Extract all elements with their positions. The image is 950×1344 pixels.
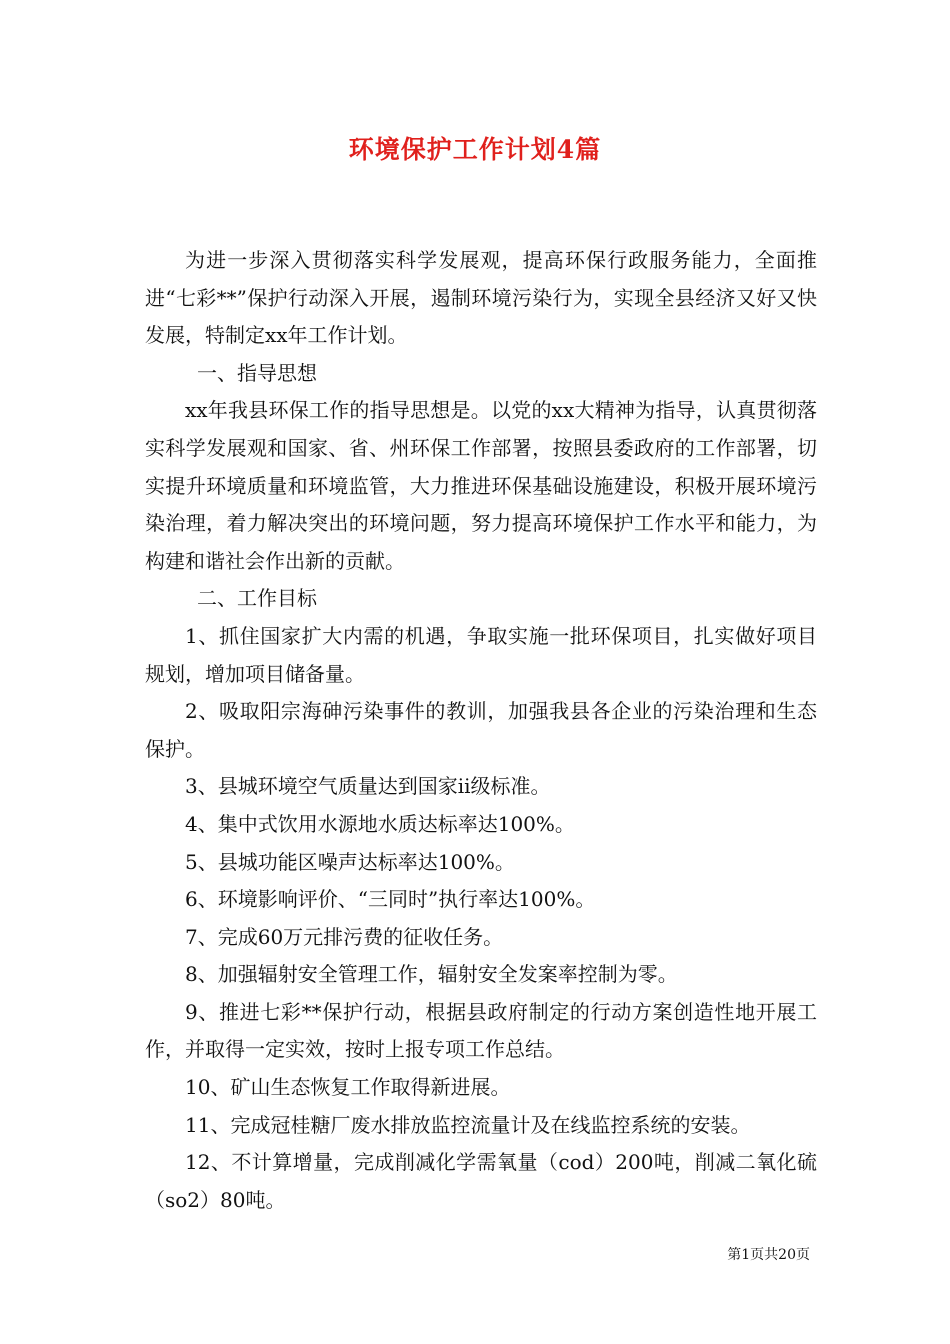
document-title: 环境保护工作计划4篇 <box>348 135 602 164</box>
goal-item: 12、不计算增量，完成削减化学需氧量（cod）200吨，削减二氧化硫（so2）80吨。 <box>145 1150 817 1212</box>
goal-item: 7、完成60万元排污费的征收任务。 <box>185 924 504 949</box>
goal-item: 3、县城环境空气质量达到国家ii级标准。 <box>185 774 551 799</box>
section-heading-work-goals: 二、工作目标 <box>197 586 317 611</box>
guiding-ideology-paragraph: xx年我县环保工作的指导思想是。以党的xx大精神为指导，认真贯彻落实科学发展观和国家、省、州环保工作部署，按照县委政府的工作部署，切实提升环境质量和环境监管，大力推进环保基础设施建设，积极开展环境污染治理，着力解决突出的环境问题，努力提高环境保护工作水平和能力，为构建和谐社会作出新的贡献。 <box>145 398 817 573</box>
goal-item: 4、集中式饮用水源地水质达标率达100%。 <box>185 811 575 836</box>
goal-item: 1、抓住国家扩大内需的机遇，争取实施一批环保项目，扎实做好项目规划，增加项目储备量。 <box>145 623 817 686</box>
section-heading-guiding-ideology: 一、指导思想 <box>197 360 317 385</box>
goal-item: 9、推进七彩**保护行动，根据县政府制定的行动方案创造性地开展工作，并取得一定实效，按时上报专项工作总结。 <box>145 999 817 1062</box>
goal-item: 8、加强辐射安全管理工作，辐射安全发案率控制为零。 <box>185 962 678 987</box>
page-number-footer: 第1页共20页 <box>727 1247 810 1263</box>
document-body <box>145 242 817 1219</box>
goal-item: 2、吸取阳宗海砷污染事件的教训，加强我县各企业的污染治理和生态保护。 <box>145 699 817 761</box>
goal-item: 5、县城功能区噪声达标率达100%。 <box>185 849 515 874</box>
goal-item: 11、完成冠桂糖厂废水排放监控流量计及在线监控系统的安装。 <box>185 1112 751 1137</box>
goal-item: 6、环境影响评价、“三同时”执行率达100%。 <box>185 887 596 912</box>
intro-paragraph: 为进一步深入贯彻落实科学发展观，提高环保行政服务能力，全面推进“七彩**”保护行动深入开展，遏制环境污染行为，实现全县经济又好又快发展，特制定xx年工作计划。 <box>145 248 817 348</box>
goal-item: 10、矿山生态恢复工作取得新进展。 <box>185 1075 511 1100</box>
